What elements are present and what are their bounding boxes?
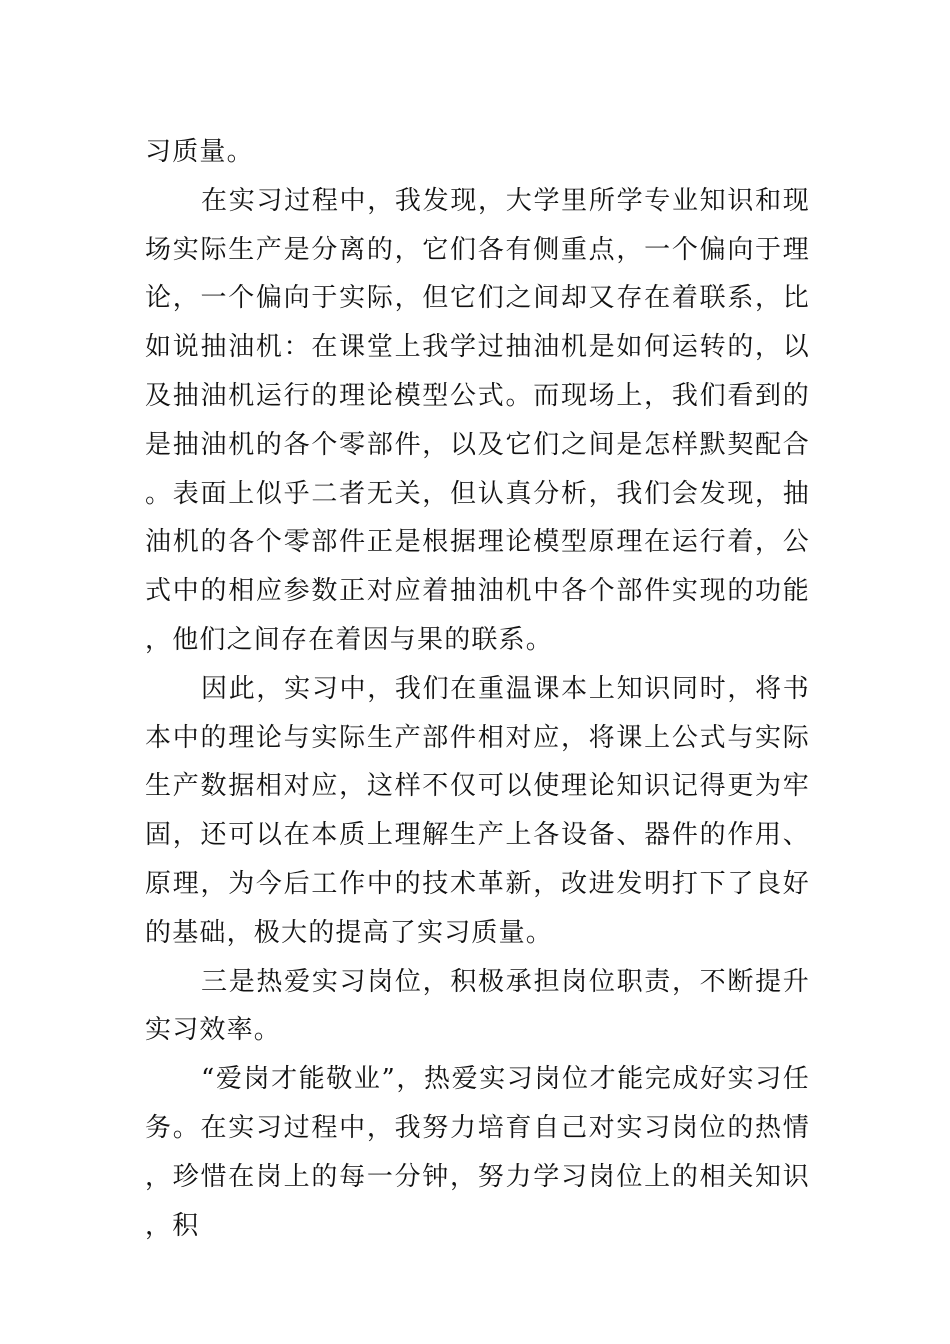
paragraph: “爱岗才能敬业”，热爱实习岗位才能完成好实习任务。在实习过程中，我努力培育自己对实习岗位的热情，珍惜在岗上的每一分钟，努力学习岗位上的相关知识，积 — [145, 1064, 810, 1241]
paragraph-heading: 三是热爱实习岗位，积极承担岗位职责，不断提升实习效率。 — [145, 966, 810, 1046]
paragraph-continuation: 习质量。 — [145, 137, 254, 167]
paragraph: 在实习过程中，我发现，大学里所学专业知识和现场实际生产是分离的，它们各有侧重点，一个偏向于理论，一个偏向于实际，但它们之间却又存在着联系，比如说抽油机：在课堂上我学过抽油机是如何运转的，以及抽油机运行的理论模型公式。而现场上，我们看到的是抽油机的各个零部件，以及它们之间是怎样默契配合。表面上似乎二者无关，但认真分析，我们会发现，抽油机的各个零部件正是根据理论模型原理在运行着，公式中的相应参数正对应着抽油机中各个部件实现的功能，他们之间存在着因与果的联系。 — [145, 185, 810, 655]
paragraph: 因此，实习中，我们在重温课本上知识同时，将书本中的理论与实际生产部件相对应，将课上公式与实际生产数据相对应，这样不仅可以使理论知识记得更为牢固，还可以在本质上理解生产上各设备、器件的作用、原理，为今后工作中的技术革新，改进发明打下了良好的基础，极大的提高了实习质量。 — [145, 673, 810, 948]
document-body — [145, 128, 810, 1250]
